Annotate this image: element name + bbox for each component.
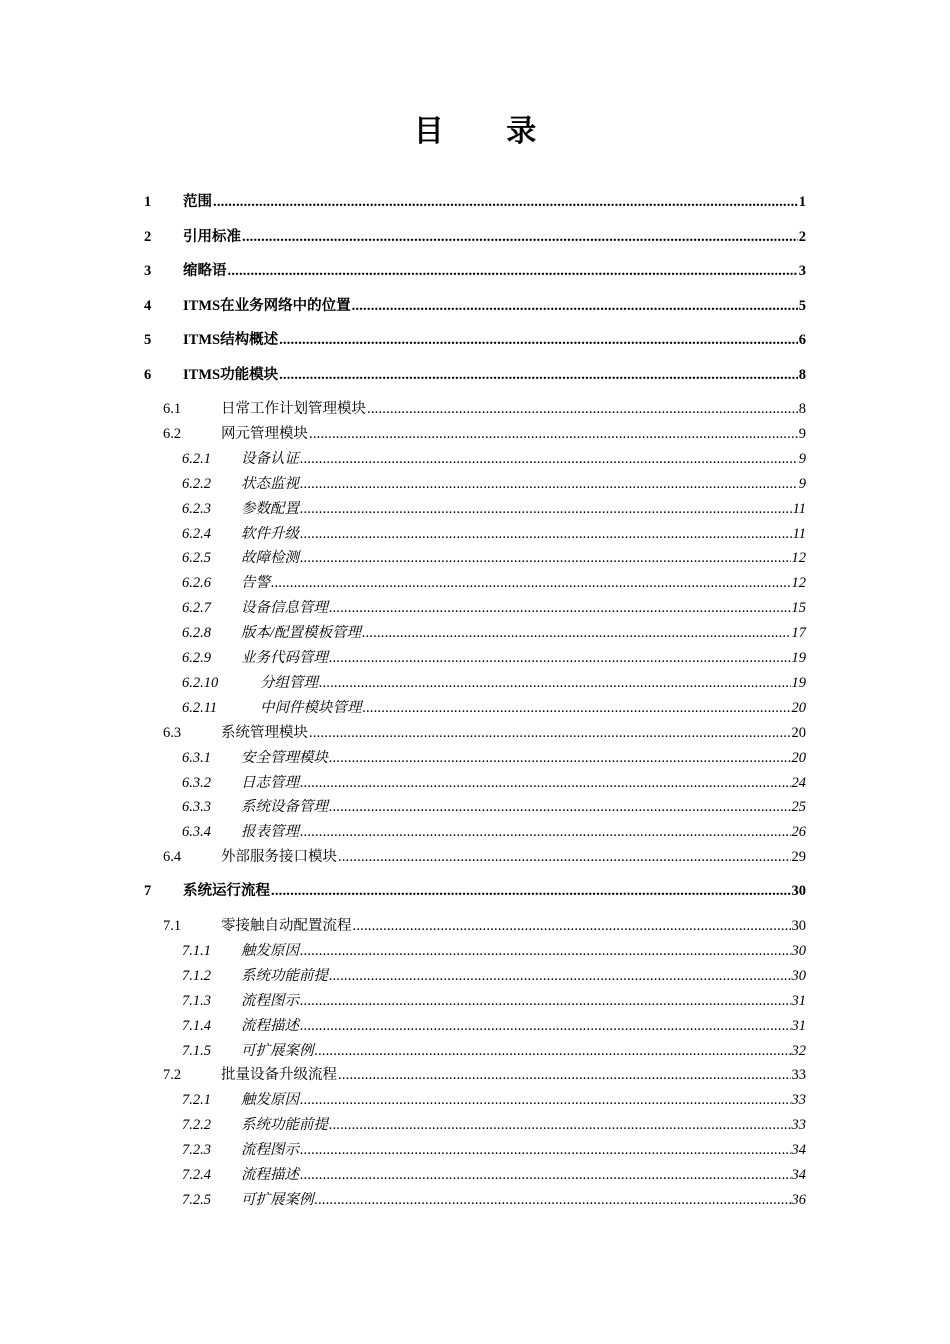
toc-entry-number: 4 [144, 297, 152, 314]
toc-entry-page-number: 26 [791, 824, 806, 841]
toc-entry[interactable] [144, 365, 806, 385]
toc-entry-page-number: 9 [798, 475, 806, 492]
toc-entry-title: 触发原因 [241, 1092, 299, 1109]
toc-entry[interactable] [144, 598, 806, 618]
toc-dot-leader [352, 296, 798, 316]
toc-entry[interactable] [144, 1041, 806, 1061]
toc-entry-title: 可扩展案例 [241, 1191, 314, 1208]
toc-entry-title: 外部服务接口模块 [221, 849, 337, 866]
toc-entry[interactable] [144, 991, 806, 1011]
toc-entry-title: 流程描述 [241, 1017, 299, 1034]
toc-dot-leader [279, 365, 798, 385]
toc-entry[interactable] [144, 524, 806, 544]
toc-dot-leader [362, 623, 790, 643]
toc-dot-leader [329, 966, 791, 986]
toc-entry[interactable] [144, 1115, 806, 1135]
toc-entry-title: 系统管理模块 [221, 724, 308, 741]
toc-entry-page-number: 33 [791, 1092, 806, 1109]
toc-dot-leader [300, 524, 792, 544]
toc-dot-leader [228, 261, 798, 281]
toc-entry-number: 3 [144, 263, 152, 279]
toc-entry-page-number: 33 [791, 1067, 806, 1084]
toc-entry-title: 报表管理 [241, 824, 299, 841]
toc-entry[interactable] [144, 1140, 806, 1160]
toc-entry-number: 7.2.2 [182, 1117, 211, 1134]
toc-entry-page-number: 32 [791, 1042, 806, 1059]
toc-entry-title: 设备信息管理 [241, 600, 328, 617]
toc-entry-page-number: 33 [791, 1117, 806, 1134]
toc-entry-number: 5 [144, 332, 152, 348]
toc-entry-title: 日常工作计划管理模块 [221, 401, 366, 417]
toc-entry-page-number: 30 [791, 967, 806, 984]
toc-entry-number: 6.3.2 [182, 774, 211, 791]
toc-dot-leader [329, 648, 791, 668]
toc-entry[interactable] [144, 261, 806, 281]
toc-entry[interactable] [144, 296, 806, 316]
toc-dot-leader [279, 330, 798, 350]
toc-dot-leader [300, 773, 791, 793]
toc-dot-leader [319, 673, 791, 693]
toc-dot-leader [300, 822, 791, 842]
toc-entry-title: 缩略语 [183, 263, 227, 279]
toc-entry-title: 流程图示 [241, 992, 299, 1009]
toc-entry-number: 7.2.3 [182, 1142, 211, 1159]
toc-entry-title: 日志管理 [241, 774, 299, 791]
toc-dot-leader [213, 192, 798, 212]
toc-entry-number: 7.1 [163, 918, 182, 934]
toc-entry-title: 系统运行流程 [183, 883, 270, 899]
toc-dot-leader [300, 1165, 791, 1185]
toc-entry-page-number: 11 [792, 500, 806, 517]
toc-dot-leader [300, 548, 791, 568]
toc-entry-number: 7.1.2 [182, 967, 211, 984]
toc-entry-page-number: 24 [791, 774, 806, 791]
toc-entry-number: 6.2.2 [182, 475, 211, 492]
toc-entry-number: 6.3.3 [182, 799, 211, 816]
toc-entry-title: 零接触自动配置流程 [221, 918, 352, 934]
toc-entry[interactable] [144, 673, 806, 693]
toc-entry-number: 6.2.8 [182, 625, 211, 642]
toc-entry-page-number: 1 [798, 194, 806, 210]
toc-entry-title: 网元管理模块 [221, 425, 308, 442]
toc-dot-leader [242, 227, 798, 247]
toc-entry-number: 6.2.7 [182, 600, 211, 617]
toc-entry-title: 告警 [241, 575, 270, 592]
toc-dot-leader [329, 1115, 791, 1135]
toc-entry-page-number: 36 [791, 1191, 806, 1208]
toc-entry-title: 批量设备升级流程 [221, 1067, 337, 1084]
toc-entry-page-number: 30 [791, 883, 806, 899]
toc-entry-title: 流程描述 [241, 1167, 299, 1183]
toc-entry-number: 6.3.4 [182, 824, 211, 841]
toc-dot-leader [271, 573, 791, 593]
toc-dot-leader [300, 449, 798, 469]
toc-entry-number: 1 [144, 194, 152, 210]
toc-entry[interactable] [144, 847, 806, 867]
toc-entry[interactable] [144, 1065, 806, 1085]
toc-entry[interactable] [144, 227, 806, 247]
toc-entry-title: 流程图示 [241, 1142, 299, 1159]
toc-entry[interactable] [144, 1090, 806, 1110]
toc-entry-title: 故障检测 [241, 550, 299, 567]
toc-entry[interactable] [144, 723, 806, 743]
toc-entry[interactable] [144, 797, 806, 817]
toc-entry[interactable] [144, 548, 806, 568]
toc-dot-leader [309, 723, 791, 743]
toc-entry-number: 6.3.1 [182, 749, 211, 766]
toc-entry-title: 中间件模块管理 [260, 699, 362, 716]
toc-entry-page-number: 19 [791, 650, 806, 666]
toc-entry[interactable] [144, 573, 806, 593]
toc-entry-number: 6.2.9 [182, 650, 211, 666]
toc-entry[interactable] [144, 748, 806, 768]
toc-entry-number: 7.1.3 [182, 992, 211, 1009]
toc-dot-leader [271, 881, 791, 901]
toc-dot-leader [353, 916, 791, 936]
toc-entry[interactable] [144, 881, 806, 901]
toc-entry[interactable] [144, 966, 806, 986]
toc-entry-number: 6.2.5 [182, 550, 211, 567]
toc-dot-leader [329, 598, 791, 618]
toc-entry-title: 版本/配置模板管理 [241, 625, 362, 642]
toc-entry[interactable] [144, 499, 806, 519]
toc-entry-title: ITMS在业务网络中的位置 [183, 297, 351, 314]
toc-entry-page-number: 2 [798, 228, 806, 245]
toc-dot-leader [309, 424, 798, 444]
toc-entry-page-number: 17 [791, 625, 806, 642]
toc-dot-leader [338, 847, 791, 867]
toc-entry-page-number: 11 [792, 525, 806, 542]
toc-entry-title: ITMS结构概述 [183, 332, 279, 348]
toc-entry-title: ITMS功能模块 [183, 366, 279, 383]
toc-entry-number: 6.2.3 [182, 500, 211, 517]
toc-entry[interactable] [144, 941, 806, 961]
toc-entry-page-number: 19 [791, 674, 806, 691]
toc-dot-leader [300, 474, 798, 494]
toc-entry-page-number: 20 [791, 749, 806, 766]
toc-entry[interactable] [144, 698, 806, 718]
toc-dot-leader [338, 1065, 791, 1085]
toc-entry-title: 引用标准 [183, 228, 241, 245]
toc-entry-page-number: 30 [791, 918, 806, 934]
toc-entry-number: 7.1.1 [182, 942, 211, 959]
toc-dot-leader [367, 399, 798, 419]
toc-entry-number: 6.2.11 [182, 699, 218, 716]
toc-entry-title: 系统设备管理 [241, 799, 328, 816]
toc-entry-page-number: 15 [791, 600, 806, 617]
toc-entry-number: 6.1 [163, 401, 182, 417]
toc-entry[interactable] [144, 773, 806, 793]
toc-dot-leader [329, 797, 791, 817]
toc-entry-title: 安全管理模块 [241, 749, 328, 766]
toc-entry-title: 系统功能前提 [241, 967, 328, 984]
toc-entry-number: 7.2 [163, 1067, 182, 1084]
toc-entry-number: 6.2.10 [182, 674, 219, 691]
toc-entry-title: 可扩展案例 [241, 1042, 314, 1059]
toc-entry-page-number: 30 [791, 942, 806, 959]
toc-entry-title: 状态监视 [241, 475, 299, 492]
toc-entry[interactable] [144, 474, 806, 494]
toc-entry-number: 7 [144, 883, 152, 899]
toc-entry[interactable] [144, 623, 806, 643]
toc-entry[interactable] [144, 1165, 806, 1185]
toc-entry[interactable] [144, 648, 806, 668]
toc-entry[interactable] [144, 1016, 806, 1036]
toc-entry-page-number: 8 [798, 366, 806, 383]
toc-dot-leader [300, 991, 791, 1011]
toc-entry-number: 6.3 [163, 724, 182, 741]
toc-entry[interactable] [144, 192, 806, 212]
toc-dot-leader [300, 1090, 791, 1110]
toc-entry-page-number: 31 [791, 992, 806, 1009]
toc-entry-page-number: 25 [791, 799, 806, 816]
toc-entry-page-number: 5 [798, 297, 806, 314]
toc-entry[interactable] [144, 424, 806, 444]
toc-entry-title: 系统功能前提 [241, 1117, 328, 1134]
toc-entry-number: 7.1.5 [182, 1042, 211, 1059]
toc-entry-number: 7.2.4 [182, 1167, 211, 1183]
toc-entry-page-number: 29 [791, 849, 806, 866]
toc-entry-page-number: 31 [791, 1017, 806, 1034]
toc-entry-page-number: 20 [791, 699, 806, 716]
toc-entry-title: 分组管理 [260, 674, 318, 691]
toc-entry-number: 7.2.1 [182, 1092, 211, 1109]
toc-entry[interactable] [144, 399, 806, 419]
toc-dot-leader [363, 698, 791, 718]
toc-entry-title: 参数配置 [241, 500, 299, 517]
toc-entry-number: 6.4 [163, 849, 182, 866]
page-title: 目 录 [413, 114, 563, 149]
toc-entry-page-number: 20 [791, 724, 806, 741]
toc-entry[interactable] [144, 822, 806, 842]
toc-dot-leader [300, 1016, 791, 1036]
toc-entry-number: 6.2 [163, 425, 182, 442]
toc-entry[interactable] [144, 330, 806, 350]
toc-entry-page-number: 12 [791, 575, 806, 592]
toc-dot-leader [329, 748, 791, 768]
toc-entry-page-number: 9 [798, 450, 806, 467]
toc-entry-number: 6.2.6 [182, 575, 211, 592]
toc-entry-title: 设备认证 [241, 450, 299, 467]
toc-entry-title: 业务代码管理 [241, 650, 328, 666]
toc-entry-title: 范围 [183, 194, 212, 210]
toc-entry-page-number: 8 [798, 401, 806, 417]
toc-entry-page-number: 9 [798, 425, 806, 442]
toc-entry-number: 6.2.1 [182, 450, 211, 467]
toc-entry-number: 2 [144, 228, 152, 245]
toc-entry-page-number: 12 [791, 550, 806, 567]
toc-entry-page-number: 34 [791, 1167, 806, 1183]
toc-entry-number: 7.1.4 [182, 1017, 211, 1034]
toc-entry-title: 触发原因 [241, 942, 299, 959]
toc-entry-number: 6.2.4 [182, 525, 211, 542]
toc-entry-page-number: 34 [791, 1142, 806, 1159]
toc-entry-page-number: 3 [798, 263, 806, 279]
toc-dot-leader [315, 1190, 791, 1210]
toc-dot-leader [315, 1041, 791, 1061]
toc-entry[interactable] [144, 916, 806, 936]
toc-entry-title: 软件升级 [241, 525, 299, 542]
toc-dot-leader [300, 1140, 791, 1160]
toc-dot-leader [300, 941, 791, 961]
toc-dot-leader [300, 499, 792, 519]
toc-entry[interactable] [144, 449, 806, 469]
toc-entry-number: 7.2.5 [182, 1191, 211, 1208]
toc-entry-page-number: 6 [798, 332, 806, 348]
toc-entry-number: 6 [144, 366, 152, 383]
toc-entry[interactable] [144, 1190, 806, 1210]
